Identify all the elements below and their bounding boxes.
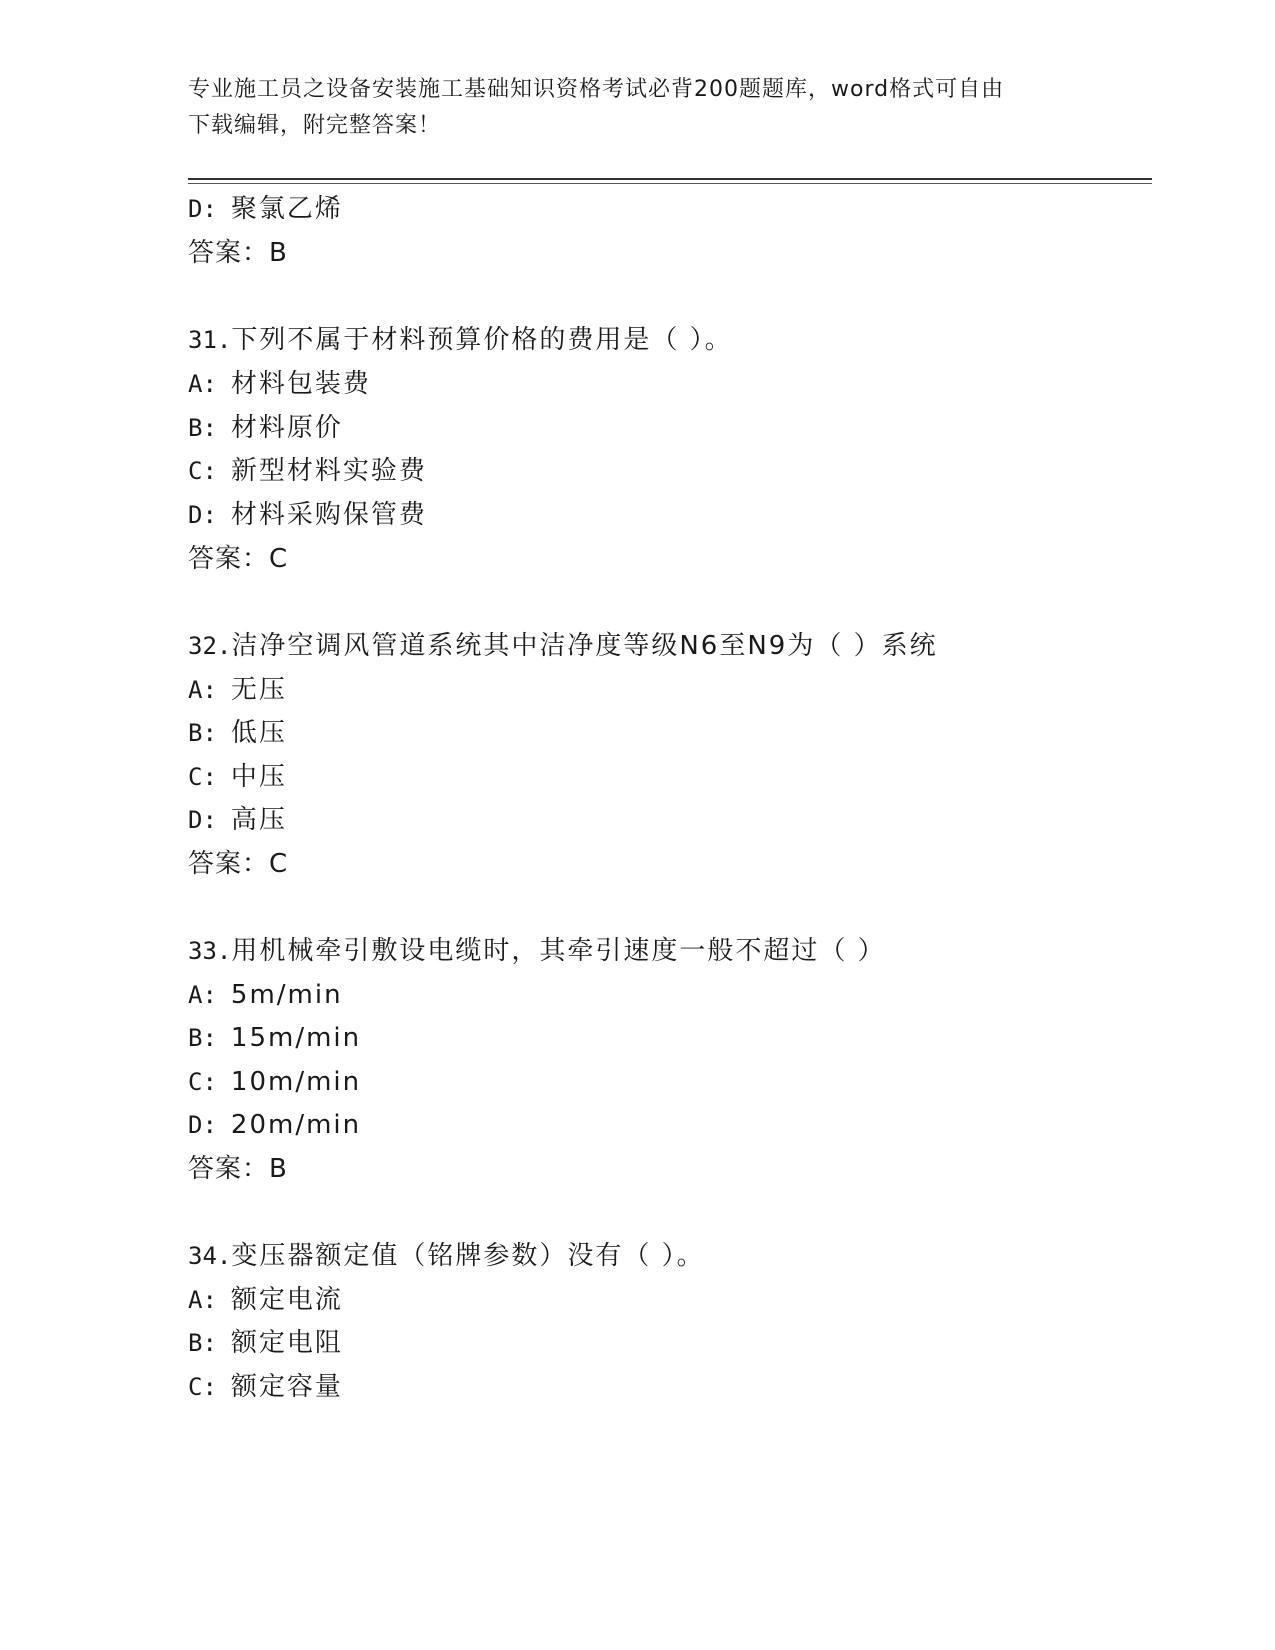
option-text: 高压 bbox=[230, 805, 287, 835]
question-text: 下列不属于材料预算价格的费用是（ ）。 bbox=[231, 325, 733, 355]
option-letter: A: bbox=[188, 370, 217, 398]
question-31-answer: 答案：C bbox=[188, 544, 289, 574]
question-31-stem bbox=[188, 320, 733, 360]
question-text: 变压器额定值（铭牌参数）没有（ ）。 bbox=[231, 1241, 705, 1271]
option-text: 20m/min bbox=[230, 1110, 362, 1140]
option-letter: C: bbox=[188, 763, 217, 791]
question-31-option-a bbox=[188, 364, 371, 404]
question-33-option-b bbox=[188, 1018, 361, 1058]
option-letter: B: bbox=[188, 719, 217, 747]
question-33-stem bbox=[188, 931, 886, 971]
option-letter: A: bbox=[188, 1286, 217, 1314]
question-32-stem bbox=[188, 626, 938, 666]
prev-answer: 答案：B bbox=[188, 238, 288, 268]
option-letter: D: bbox=[188, 195, 217, 223]
header-title-line-2: 下载编辑，附完整答案！ bbox=[188, 113, 442, 138]
document-header bbox=[188, 72, 1088, 144]
question-number: 34. bbox=[188, 1242, 232, 1270]
option-letter: D: bbox=[188, 1111, 217, 1139]
option-text: 材料采购保管费 bbox=[230, 500, 427, 530]
option-letter: D: bbox=[188, 806, 217, 834]
option-letter: B: bbox=[188, 1024, 217, 1052]
prev-option-d bbox=[188, 189, 343, 229]
option-letter: C: bbox=[188, 457, 217, 485]
option-text: 聚氯乙烯 bbox=[230, 194, 343, 224]
question-33-answer: 答案：B bbox=[188, 1154, 288, 1184]
option-text: 额定容量 bbox=[230, 1372, 343, 1402]
option-text: 材料包装费 bbox=[230, 369, 371, 399]
option-text: 15m/min bbox=[230, 1023, 362, 1053]
question-31-option-b bbox=[188, 408, 343, 448]
option-text: 中压 bbox=[230, 762, 287, 792]
header-title-line-1: 专业施工员之设备安装施工基础知识资格考试必背200题题库，word格式可自由 bbox=[188, 77, 1005, 102]
question-31-option-d bbox=[188, 495, 427, 535]
question-32-option-b bbox=[188, 713, 287, 753]
question-31-option-c bbox=[188, 451, 427, 491]
option-letter: C: bbox=[188, 1373, 217, 1401]
question-34-option-c bbox=[188, 1367, 343, 1407]
option-letter: B: bbox=[188, 1329, 217, 1357]
option-text: 额定电流 bbox=[230, 1285, 343, 1315]
question-number: 31. bbox=[188, 326, 232, 354]
option-text: 材料原价 bbox=[230, 413, 343, 443]
option-letter: B: bbox=[188, 414, 217, 442]
option-letter: D: bbox=[188, 501, 217, 529]
question-33-option-c bbox=[188, 1062, 361, 1102]
question-32-option-d bbox=[188, 800, 287, 840]
question-32-option-a bbox=[188, 670, 287, 710]
question-text: 洁净空调风管道系统其中洁净度等级N6至N9为（ ）系统 bbox=[231, 631, 938, 661]
question-32-option-c bbox=[188, 757, 287, 797]
question-34-stem bbox=[188, 1236, 705, 1276]
option-text: 额定电阻 bbox=[230, 1328, 343, 1358]
question-32-answer: 答案：C bbox=[188, 849, 289, 879]
question-34-option-b bbox=[188, 1323, 343, 1363]
question-33-option-d bbox=[188, 1105, 361, 1145]
question-number: 32. bbox=[188, 632, 232, 660]
option-text: 低压 bbox=[230, 718, 287, 748]
option-letter: A: bbox=[188, 676, 217, 704]
option-text: 5m/min bbox=[230, 980, 343, 1010]
option-text: 无压 bbox=[230, 675, 287, 705]
question-text: 用机械牵引敷设电缆时，其牵引速度一般不超过（ ） bbox=[231, 936, 886, 966]
header-divider bbox=[188, 178, 1152, 180]
question-number: 33. bbox=[188, 937, 232, 965]
question-34-option-a bbox=[188, 1280, 343, 1320]
option-letter: C: bbox=[188, 1068, 217, 1096]
option-letter: A: bbox=[188, 981, 217, 1009]
question-33-option-a bbox=[188, 975, 343, 1015]
option-text: 10m/min bbox=[230, 1067, 362, 1097]
option-text: 新型材料实验费 bbox=[230, 456, 427, 486]
